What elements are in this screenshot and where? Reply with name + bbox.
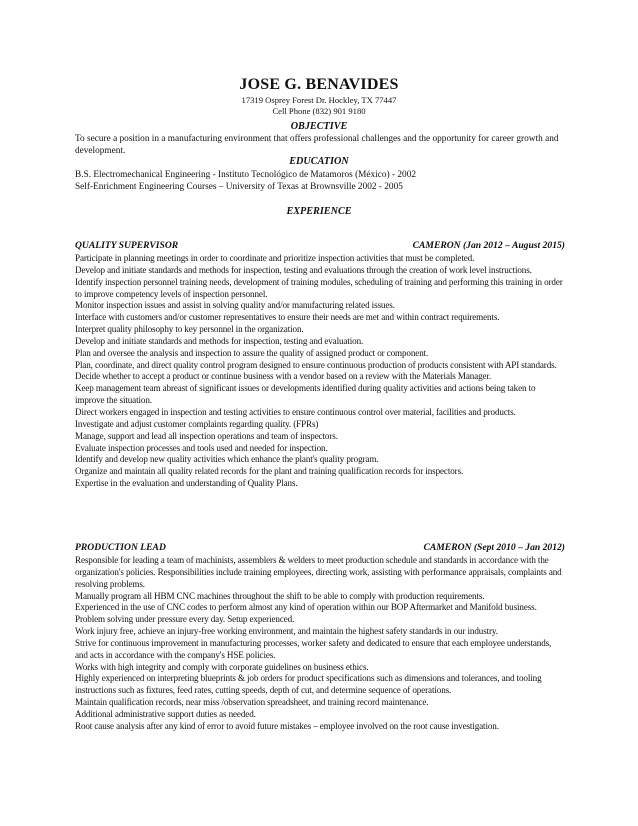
duty-item: Strive for continuous improvement in manufacturing processes, worker safety and dedicated to ensure that each employee understands, and acts in accordance with the company's HSE policies. bbox=[75, 637, 552, 660]
duty-item: Monitor inspection issues and assist in solving quality and/or manufacturing related issues. bbox=[75, 300, 395, 311]
duty-item: Interface with customers and/or customer representatives to ensure their needs are met and within contract requirements. bbox=[75, 312, 500, 323]
education-item: Self-Enrichment Engineering Courses – University of Texas at Brownsville 2002 - 2005 bbox=[75, 182, 403, 193]
duty-item: Evaluate inspection processes and tools used and needed for inspection. bbox=[75, 442, 328, 453]
education-item: B.S. Electromechanical Engineering - Instituto Tecnológico de Matamoros (México) - 2002 bbox=[75, 170, 417, 180]
duty-item: Keep management team abreast of significant issues or developments identified during quality activities and actions being taken to improve the situation. bbox=[75, 383, 536, 406]
duty-item: Identify inspection personnel training needs, development of training modules, scheduling of training and performing this training in order to improve competency levels of inspection personnel. bbox=[75, 276, 563, 299]
duty-item: Direct workers engaged in inspection and testing activities to ensure continuous control over material, facilities and products. bbox=[75, 406, 516, 417]
education-heading: EDUCATION bbox=[289, 156, 349, 167]
duty-item: Manually program all HBM CNC machines throughout the shift to be able to comply with production requirements. bbox=[75, 590, 485, 601]
duty-item: Develop and initiate standards and methods for inspection, testing and evaluation. bbox=[75, 335, 364, 346]
job-header-production-lead bbox=[75, 542, 565, 555]
job-duties-list bbox=[75, 253, 565, 490]
job-company-dates: CAMERON (Sept 2010 – Jan 2012) bbox=[423, 542, 565, 553]
phone: Cell Phone (832) 901 9180 bbox=[272, 106, 366, 116]
duty-item: Experienced in the use of CNC codes to perform almost any kind of operation within our BOP Aftermarket and Manifold business. Problem solving under pressure every day. Setup experienced. bbox=[75, 602, 537, 625]
address: 17319 Osprey Forest Dr. Hockley, TX 77447 bbox=[241, 95, 397, 105]
duty-item: Interpret quality philosophy to key personnel in the organization. bbox=[75, 324, 304, 335]
duty-item: Root cause analysis after any kind of error to avoid future mistakes – employee involved on the root cause investigation. bbox=[75, 720, 499, 731]
duty-item: Investigate and adjust customer complaints regarding quality. (FPRs) bbox=[75, 418, 319, 429]
duty-item: Plan, coordinate, and direct quality control program designed to ensure continuous production of products consistent with API standards. bbox=[75, 359, 557, 370]
duty-item: Manage, support and lead all inspection operations and team of inspectors. bbox=[75, 430, 338, 441]
education-list bbox=[75, 169, 565, 193]
candidate-name: JOSE G. BENAVIDES bbox=[239, 76, 399, 93]
experience-heading: EXPERIENCE bbox=[286, 206, 352, 217]
objective-text: To secure a position in a manufacturing environment that offers professional challenges and the opportunity for career growth and development. bbox=[75, 134, 559, 157]
job-company-dates: CAMERON (Jan 2012 – August 2015) bbox=[412, 240, 565, 251]
duty-item: Organize and maintain all quality related records for the plant and training qualification records for inspectors. bbox=[75, 466, 464, 477]
job-duties-list bbox=[75, 555, 565, 733]
duty-item: Works with high integrity and comply with corporate guidelines on business ethics. bbox=[75, 661, 369, 672]
duty-item: Responsible for leading a team of machinists, assemblers & welders to meet production schedule and standards in accordance with the organization's policies. Responsibilities include training employees, directing work, assisting with performance appraisals, complaints and resolving problems. bbox=[75, 555, 562, 589]
duty-item: Highly experienced on interpreting blueprints & job orders for product specifications such as dimensions and tolerances, and tooling instructions such as fixtures, feed rates, cutting speeds, depth of cut, and determine sequence of operations. bbox=[75, 673, 542, 696]
duty-item: Additional administrative support duties as needed. bbox=[75, 708, 256, 719]
duty-item: Identify and develop new quality activities which enhance the plant's quality program. bbox=[75, 454, 379, 465]
duty-item: Participate in planning meetings in order to coordinate and prioritize inspection activities that must be completed. bbox=[75, 253, 475, 263]
objective-heading: OBJECTIVE bbox=[290, 121, 348, 132]
duty-item: Maintain qualification records, near miss /observation spreadsheet, and training record maintenance. bbox=[75, 697, 429, 708]
duty-item: Expertise in the evaluation and understanding of Quality Plans. bbox=[75, 478, 298, 489]
job-title: QUALITY SUPERVISOR bbox=[75, 240, 179, 251]
job-header-quality-supervisor bbox=[75, 240, 565, 253]
duty-item: Decide whether to accept a product or continue business with a vendor based on a review with the Materials Manager. bbox=[75, 371, 491, 382]
duty-item: Work injury free, achieve an injury-free working environment, and maintain the highest safety standards in our industry. bbox=[75, 626, 498, 637]
duty-item: Plan and oversee the analysis and inspection to assure the quality of assigned product or component. bbox=[75, 347, 429, 358]
duty-item: Develop and initiate standards and methods for inspection, testing and evaluations through the creation of work level instructions. bbox=[75, 264, 532, 275]
job-title: PRODUCTION LEAD bbox=[75, 542, 166, 553]
